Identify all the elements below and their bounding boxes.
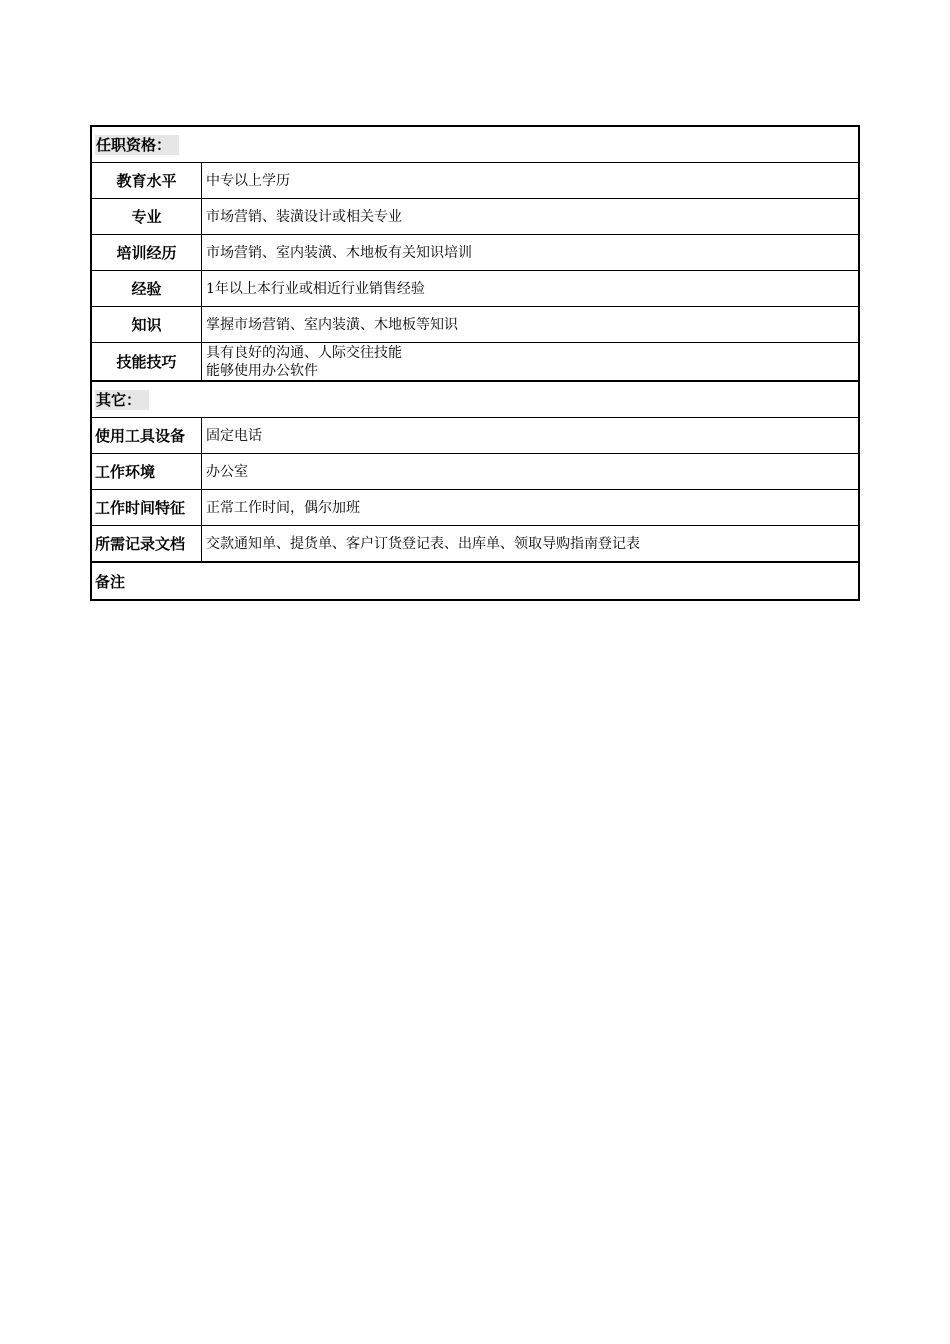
skills-value: [202, 343, 858, 380]
other-header-row: [92, 382, 858, 418]
qualifications-header: 任职资格：: [95, 135, 179, 155]
knowledge-label: 知识: [92, 307, 202, 342]
work-hours-value: 正常工作时间，偶尔加班: [206, 499, 360, 516]
skills-value-line: 能够使用办公软件: [206, 362, 318, 379]
tools-value: 固定电话: [206, 427, 262, 444]
knowledge-row: [92, 307, 858, 343]
knowledge-value: 掌握市场营销、室内装潢、木地板等知识: [206, 316, 458, 333]
documents-row: [92, 526, 858, 563]
notes-label: 备注: [95, 572, 126, 591]
tools-label: 使用工具设备: [92, 418, 202, 453]
skills-value-line: 具有良好的沟通、人际交往技能: [206, 344, 402, 361]
documents-value: 交款通知单、提货单、客户订货登记表、出库单、领取导购指南登记表: [206, 535, 640, 552]
experience-label: 经验: [92, 271, 202, 306]
education-row: [92, 163, 858, 199]
education-value: 中专以上学历: [206, 172, 290, 189]
experience-row: [92, 271, 858, 307]
work-hours-label: 工作时间特征: [92, 490, 202, 525]
major-label: 专业: [92, 199, 202, 234]
skills-row: [92, 343, 858, 382]
skills-label: 技能技巧: [92, 343, 202, 380]
major-row: [92, 199, 858, 235]
major-value: 市场营销、装潢设计或相关专业: [206, 208, 402, 225]
training-row: [92, 235, 858, 271]
experience-value: 1年以上本行业或相近行业销售经验: [206, 280, 425, 297]
environment-value: 办公室: [206, 463, 248, 480]
environment-row: [92, 454, 858, 490]
work-hours-row: [92, 490, 858, 526]
training-value: 市场营销、室内装潢、木地板有关知识培训: [206, 244, 472, 261]
qualifications-header-row: [92, 127, 858, 163]
other-header: 其它：: [95, 390, 149, 410]
job-description-table: [90, 125, 860, 601]
environment-label: 工作环境: [92, 454, 202, 489]
notes-row: [92, 563, 858, 599]
training-label: 培训经历: [92, 235, 202, 270]
documents-label: 所需记录文档: [92, 526, 202, 561]
education-label: 教育水平: [92, 163, 202, 198]
tools-row: [92, 418, 858, 454]
